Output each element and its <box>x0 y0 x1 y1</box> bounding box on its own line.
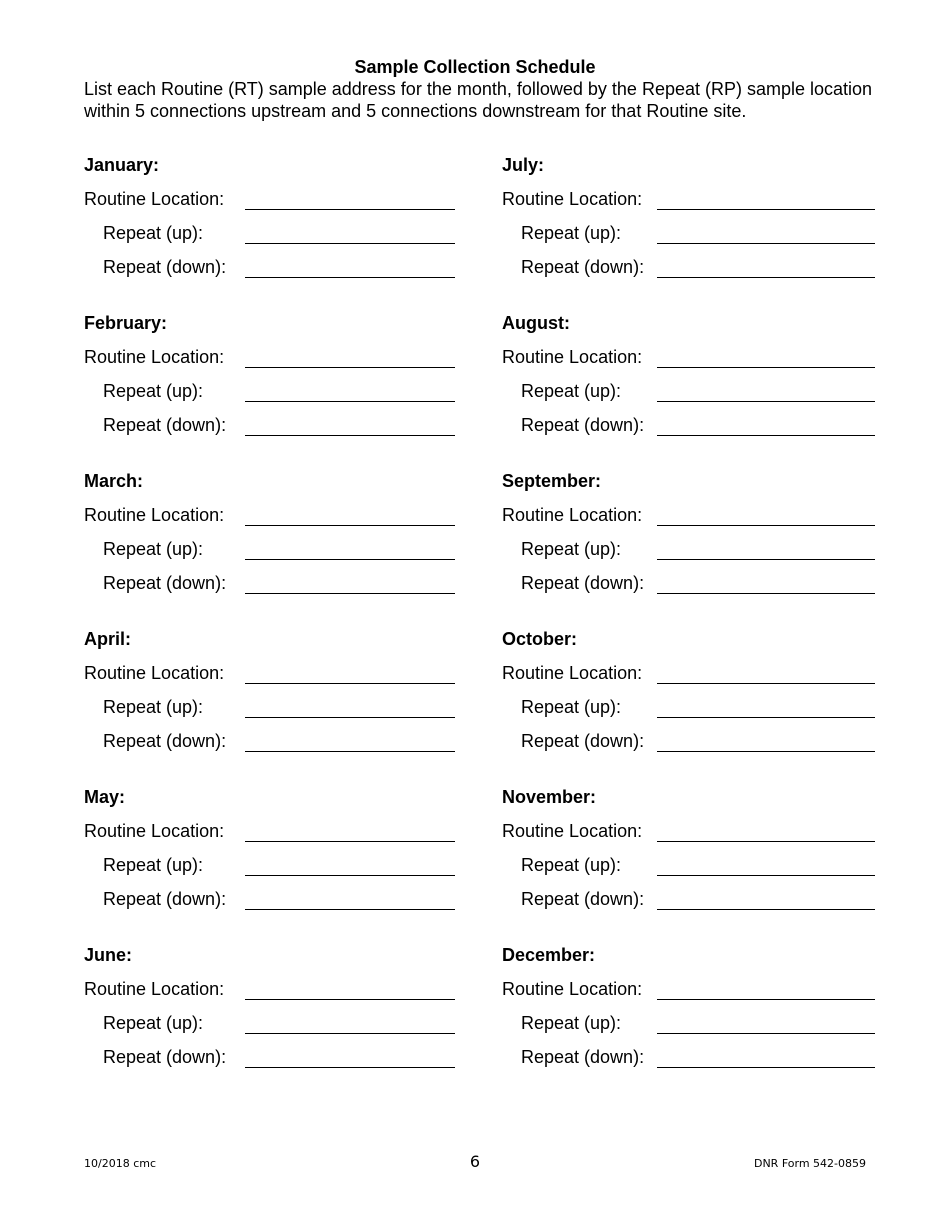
routine-location-row <box>502 661 874 685</box>
routine-location-label: Routine Location: <box>84 189 225 209</box>
routine-location-label: Routine Location: <box>84 505 225 525</box>
footer-date-code: 10/2018 cmc <box>84 1157 157 1170</box>
routine-location-row <box>84 977 456 1001</box>
routine-location-label: Routine Location: <box>502 821 643 841</box>
repeat-down-field[interactable] <box>245 909 455 910</box>
routine-location-label: Routine Location: <box>84 347 225 367</box>
routine-location-field[interactable] <box>657 367 875 368</box>
routine-location-field[interactable] <box>245 209 455 210</box>
repeat-down-field[interactable] <box>657 751 875 752</box>
routine-location-row <box>502 819 874 843</box>
routine-location-row <box>84 661 456 685</box>
repeat-up-label: Repeat (up): <box>521 855 622 875</box>
routine-location-row <box>502 187 874 211</box>
repeat-down-row <box>502 887 874 911</box>
repeat-up-row <box>502 537 874 561</box>
routine-location-field[interactable] <box>657 841 875 842</box>
page-number: 6 <box>469 1152 481 1171</box>
repeat-down-label: Repeat (down): <box>103 731 227 751</box>
month-heading: November: <box>502 787 597 807</box>
repeat-down-field[interactable] <box>245 277 455 278</box>
routine-location-label: Routine Location: <box>84 821 225 841</box>
repeat-up-field[interactable] <box>657 243 875 244</box>
routine-location-label: Routine Location: <box>502 979 643 999</box>
month-heading: July: <box>502 155 545 175</box>
repeat-up-label: Repeat (up): <box>521 539 622 559</box>
repeat-down-row <box>502 571 874 595</box>
routine-location-label: Routine Location: <box>84 979 225 999</box>
repeat-down-label: Repeat (down): <box>521 573 645 593</box>
repeat-up-row <box>502 379 874 403</box>
repeat-up-row <box>84 221 456 245</box>
repeat-up-label: Repeat (up): <box>103 697 204 717</box>
repeat-up-field[interactable] <box>245 717 455 718</box>
repeat-up-label: Repeat (up): <box>103 223 204 243</box>
repeat-down-row <box>502 1045 874 1069</box>
repeat-down-field[interactable] <box>657 435 875 436</box>
repeat-up-field[interactable] <box>245 243 455 244</box>
repeat-down-label: Repeat (down): <box>103 1047 227 1067</box>
repeat-up-field[interactable] <box>657 401 875 402</box>
repeat-up-row <box>502 695 874 719</box>
repeat-down-label: Repeat (down): <box>103 415 227 435</box>
repeat-up-row <box>84 1011 456 1035</box>
repeat-up-field[interactable] <box>245 559 455 560</box>
routine-location-field[interactable] <box>657 209 875 210</box>
month-heading: October: <box>502 629 578 649</box>
repeat-down-field[interactable] <box>657 593 875 594</box>
repeat-down-row <box>502 255 874 279</box>
repeat-up-row <box>84 853 456 877</box>
repeat-down-label: Repeat (down): <box>103 257 227 277</box>
routine-location-row <box>502 503 874 527</box>
repeat-down-field[interactable] <box>657 909 875 910</box>
repeat-down-field[interactable] <box>245 435 455 436</box>
repeat-down-row <box>502 413 874 437</box>
month-heading: December: <box>502 945 596 965</box>
repeat-down-row <box>84 729 456 753</box>
routine-location-label: Routine Location: <box>502 663 643 683</box>
repeat-up-row <box>84 537 456 561</box>
repeat-up-field[interactable] <box>657 717 875 718</box>
month-heading: September: <box>502 471 602 491</box>
repeat-down-row <box>84 887 456 911</box>
repeat-up-label: Repeat (up): <box>521 697 622 717</box>
routine-location-label: Routine Location: <box>502 189 643 209</box>
repeat-up-field[interactable] <box>245 875 455 876</box>
routine-location-field[interactable] <box>245 367 455 368</box>
routine-location-row <box>84 345 456 369</box>
routine-location-label: Routine Location: <box>502 505 643 525</box>
repeat-down-field[interactable] <box>657 1067 875 1068</box>
form-number: DNR Form 542-0859 <box>753 1157 866 1170</box>
month-heading: February: <box>84 313 168 333</box>
instructions: List each Routine (RT) sample address for the month, followed by the Repeat (RP) sample location within 5 connections upstream and 5 connections downstream for that Routine site. <box>84 79 873 121</box>
routine-location-row <box>84 187 456 211</box>
repeat-down-row <box>84 413 456 437</box>
repeat-up-field[interactable] <box>245 1033 455 1034</box>
month-heading: June: <box>84 945 133 965</box>
routine-location-label: Routine Location: <box>502 347 643 367</box>
month-heading: April: <box>84 629 131 649</box>
repeat-down-row <box>84 1045 456 1069</box>
repeat-down-field[interactable] <box>245 593 455 594</box>
repeat-up-row <box>502 221 874 245</box>
repeat-down-label: Repeat (down): <box>521 1047 645 1067</box>
repeat-down-row <box>502 729 874 753</box>
month-heading: August: <box>502 313 570 333</box>
routine-location-row <box>502 977 874 1001</box>
repeat-down-label: Repeat (down): <box>521 889 645 909</box>
routine-location-field[interactable] <box>245 999 455 1000</box>
month-heading: January: <box>84 155 160 175</box>
repeat-up-label: Repeat (up): <box>103 539 204 559</box>
repeat-down-label: Repeat (down): <box>103 573 227 593</box>
repeat-up-row <box>84 695 456 719</box>
routine-location-label: Routine Location: <box>84 663 225 683</box>
repeat-up-label: Repeat (up): <box>521 1013 622 1033</box>
repeat-up-label: Repeat (up): <box>521 223 622 243</box>
repeat-up-label: Repeat (up): <box>103 381 204 401</box>
repeat-up-field[interactable] <box>657 875 875 876</box>
page-title: Sample Collection Schedule <box>354 57 596 77</box>
routine-location-field[interactable] <box>657 683 875 684</box>
repeat-down-field[interactable] <box>657 277 875 278</box>
routine-location-row <box>502 345 874 369</box>
repeat-down-label: Repeat (down): <box>521 415 645 435</box>
repeat-up-row <box>502 1011 874 1035</box>
repeat-up-label: Repeat (up): <box>103 1013 204 1033</box>
month-heading: March: <box>84 471 144 491</box>
repeat-down-row <box>84 255 456 279</box>
repeat-up-field[interactable] <box>245 401 455 402</box>
repeat-down-row <box>84 571 456 595</box>
repeat-up-field[interactable] <box>657 1033 875 1034</box>
routine-location-field[interactable] <box>245 525 455 526</box>
repeat-up-label: Repeat (up): <box>103 855 204 875</box>
month-heading: May: <box>84 787 126 807</box>
repeat-up-row <box>502 853 874 877</box>
routine-location-field[interactable] <box>245 683 455 684</box>
repeat-down-field[interactable] <box>245 1067 455 1068</box>
routine-location-field[interactable] <box>657 999 875 1000</box>
repeat-down-label: Repeat (down): <box>103 889 227 909</box>
repeat-up-field[interactable] <box>657 559 875 560</box>
repeat-up-label: Repeat (up): <box>521 381 622 401</box>
repeat-up-row <box>84 379 456 403</box>
routine-location-row <box>84 503 456 527</box>
routine-location-field[interactable] <box>657 525 875 526</box>
routine-location-row <box>84 819 456 843</box>
repeat-down-label: Repeat (down): <box>521 257 645 277</box>
repeat-down-label: Repeat (down): <box>521 731 645 751</box>
repeat-down-field[interactable] <box>245 751 455 752</box>
routine-location-field[interactable] <box>245 841 455 842</box>
